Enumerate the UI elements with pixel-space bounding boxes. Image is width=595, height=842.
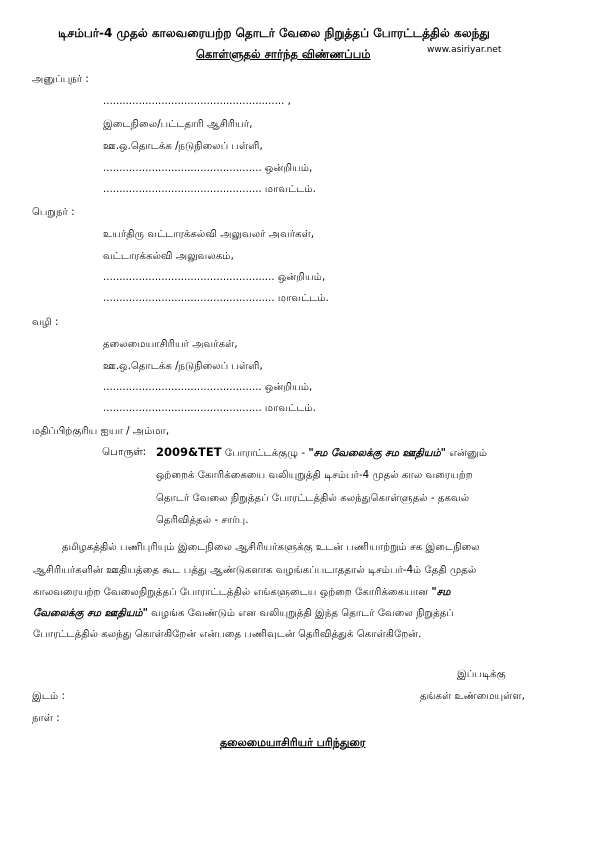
subject-demand-slogan: "சம வேலைக்கு சம ஊதியம்" (308, 448, 446, 459)
via-line-2: ஊ.ஒ.தொடக்க /நடுநிலைப் பள்ளி, (103, 361, 263, 372)
title-line-2: கொள்ளுதல் சார்ந்த விண்ணப்பம் (196, 47, 371, 61)
closing-ippadikku: இப்படிக்கு (457, 669, 506, 680)
via-label: வழி : (32, 317, 59, 328)
sender-line-3: ஊ.ஒ.தொடக்க /நடுநிலைப் பள்ளி, (103, 141, 263, 152)
subject-line-2: ஒற்றைக் கோரிக்கையை வலியுறுத்தி டிசம்பர்-4 முதல் கால வரையற்ற (156, 470, 473, 481)
subject-label: பொருள்: (102, 446, 147, 458)
receiver-label: பெறுநர் : (32, 207, 75, 218)
body-slogan-start: "சம (431, 587, 451, 598)
salutation: மதிப்பிற்குரிய ஐயா / அம்மா, (32, 426, 170, 437)
sender-label: அனுப்புநர் : (32, 74, 89, 85)
subject-line-3: தொடர் வேலை நிறுத்தப் போரட்டத்தில் கலந்துகொள்ளுதல் - தகவல் (156, 493, 470, 504)
receiver-line-4: ..................................................... மாவட்டம். (103, 293, 329, 304)
via-line-1: தலைமையாசிரியர் அவர்கள், (103, 339, 238, 350)
subject-line-4: தெரிவித்தல் - சார்பு. (156, 515, 249, 526)
sender-line-1: ........................................................ , (103, 96, 291, 107)
via-line-4: ................................................. மாவட்டம். (103, 403, 316, 414)
title-line-1: டிசம்பர்-4 முதல் காலவரையற்ற தொடர் வேலை நிறுத்தப் போரட்டத்தில் கலந்து (58, 26, 490, 40)
sender-line-5: ................................................. மாவட்டம். (103, 184, 316, 195)
receiver-line-1: உயர்திரு வட்டாரக்கல்வி அலுவலர் அவர்கள், (103, 229, 315, 240)
headmaster-recommendation-title: தலைமையாசிரியர் பரிந்துரை (220, 736, 366, 749)
body-line-3 (33, 586, 450, 599)
body-line-2: ஆசிரியர்களின் ஊதியத்தை கூட பத்து ஆண்டுகளாக வழங்கப்படாததால் டிசம்பர்-4ம் தேதி முதல் (33, 565, 477, 576)
subject-line-1-text: போராட்டக்குழு - (221, 448, 309, 459)
body-line-4-text: வழங்க வேண்டும் என வலியுறுத்தி இந்த தொடர் வேலை நிறுத்தப் (147, 608, 454, 619)
place-label: இடம் : (32, 691, 65, 702)
subject-line-1 (156, 445, 487, 460)
sender-line-4: ................................................. ஒன்றியம், (103, 163, 313, 174)
body-line-1: தமிழகத்தில் பணிபுரியும் இடைநிலை ஆசிரியர்களுக்கு உடன் பணியாற்றும் சக இடைநிலை (62, 542, 480, 553)
via-line-3: ................................................. ஒன்றியம், (103, 382, 313, 393)
body-line-5: போரட்டத்தில் கலந்து கொள்கிறேன் என்பதை பணிவுடன் தெரிவித்துக் கொள்கிறேன். (33, 629, 422, 640)
receiver-line-2: வட்டாரக்கல்வி அலுவலகம், (103, 251, 234, 262)
subject-line-1-end: என்னும் (445, 448, 488, 459)
website-watermark: www.asiriyar.net (427, 45, 502, 55)
body-line-4 (33, 607, 454, 620)
receiver-line-3: ..................................................... ஒன்றியம், (103, 272, 326, 283)
sender-line-2: இடைநிலை/பட்டதாரி ஆசிரியர், (103, 119, 253, 130)
body-line-3-text: காலவரையற்ற வேலைநிறுத்தப் போராட்டத்தில் எங்களுடைய ஒற்றை கோரிக்கையான (33, 587, 432, 598)
closing-yours-faithfully: தங்கள் உண்மையுள்ள, (420, 691, 525, 702)
date-label: நாள் : (32, 713, 60, 724)
subject-group-name: 2009&TET (156, 445, 222, 459)
body-slogan-end: வேலைக்கு சம ஊதியம்" (33, 608, 148, 619)
